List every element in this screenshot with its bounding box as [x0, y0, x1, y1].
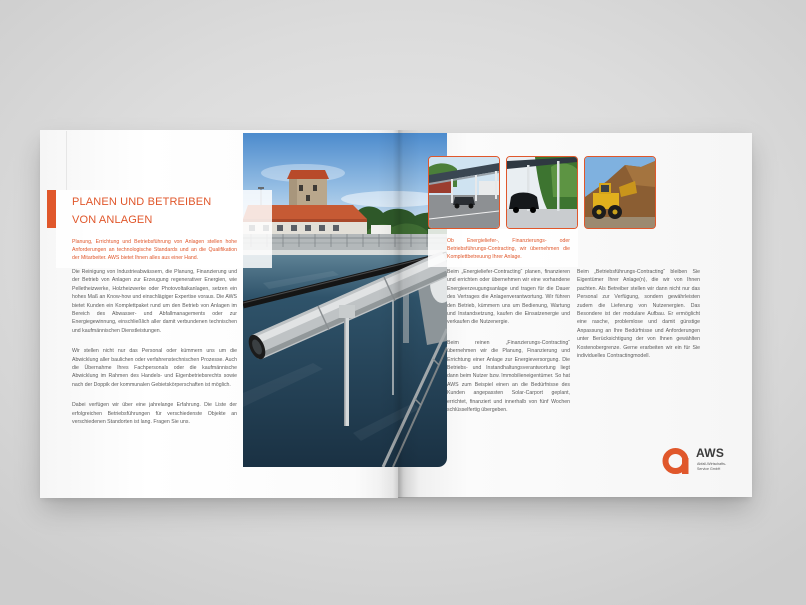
- logo-subtitle-line: Abfall-Wirtschafts-: [697, 462, 727, 466]
- left-page-frame-line: [66, 131, 244, 190]
- main-photo: [243, 133, 447, 467]
- body-paragraph: Die Reinigung von Industrieabwässern, die Planung, Finanzierung und der Betrieb von Anlagen zur Erzeugung regenerativer Energien, wie Pelletheizwerke, Holzheizwerke oder Photovoltaikanlagen, setzen ein hohes Maß an Know-how und einschlägiger Expertise voraus. Die AWS bietet Kunden ein Komplettpaket rund um den Betrieb von Anlagen im Bereich des Abwasser- und Abfallmanagements oder zur Energiegewinnung, einschließlich aller damit verbundenen technischen und kaufmännischen Dienstleistungen.: [72, 269, 237, 334]
- logo-subtitle-line: Service GmbH: [697, 466, 721, 471]
- right-column-2: [577, 268, 700, 372]
- body-paragraph: Beim „Energieliefer-Contracting“ planen, finanzieren und errichten oder übernehmen wir eine vorhandene Energieerzeugungsanlage und tragen für die Dauer des Vertrages die Anlagenverantwortung. Wir führen den Betrieb, kümmern uns um Bedienung, Wartung und Instandsetzung, kaufen die Einsatzenergie und verkaufen die Nutzenergie.: [447, 269, 570, 326]
- page-title-line: VON ANLAGEN: [72, 214, 153, 226]
- logo-subtitle: [697, 462, 726, 471]
- left-body-text: [72, 268, 237, 439]
- body-paragraph: Beim „Betriebsführungs-Contracting“ bleiben Sie Eigentümer Ihrer Anlage(n), die wir von Ihnen pachten. Als Betreiber stellen wir dann nicht nur das Personal zur Verfügung, sondern gewährleisten zudem die Lieferung von Nutzenergien. Das Besondere ist der modulare Aufbau. Er ermöglicht eine rasche, problemlose und damit günstige Anpassung an Ihre Bedürfnisse und Anforderungen unter Berücksichtigung der von Ihnen gewählten Kostenobergrenze. Gerne erarbeiten wir ein für Sie individuelles Contractingmodell.: [577, 269, 700, 360]
- right-column-1: [447, 268, 570, 427]
- thumbnail-solar-carport-car: [506, 156, 578, 229]
- thumbnail-image: [507, 157, 577, 228]
- thumbnail-wheel-loader: [584, 156, 656, 229]
- page-title: [72, 193, 272, 229]
- page-title-line: PLANEN UND BETREIBEN: [72, 196, 212, 208]
- main-photo-image: [243, 133, 447, 467]
- body-paragraph: Wir stellen nicht nur das Personal oder kümmern uns um die Abwicklung aller baulichen oder verfahrenstechnischen Prozesse. Auch die Übernahme Ihres Fachpersonals oder die kaufmännische Abwicklung im Rahmen des Handels- und Eigenbetriebsrechts sowie nach der Doppik der kommunalen Gebietskörperschaften ist möglich.: [72, 348, 237, 388]
- thumbnail-image: [429, 157, 499, 228]
- right-intro-text: Ob Energieliefer-, Finanzierungs- oder Betriebsführungs-Contracting, wir übernehmen die Komplettbetreuung Ihrer Anlage.: [447, 238, 570, 261]
- logo-name: AWS: [696, 446, 725, 460]
- body-paragraph: Beim reinen „Finanzierungs-Contracting“ übernehmen wir die Planung, Finanzierung und Errichtung einer Anlage zur Energieversorgung. Die Betriebs- und Instandhaltungsverantwortung liegt dann beim Nutzer bzw. Immobilieneigentümer. So hat AWS zum Beispiel einen an die Bedürfnisse des Kunden angepassten Solar-Carport geplant, errichtet, finanziert und innerhalb von fünf Wochen schlüsselfertig übergeben.: [447, 339, 570, 414]
- railing-wall: [243, 234, 447, 255]
- tower: [287, 170, 329, 211]
- aws-logo-icon: [662, 446, 692, 476]
- body-paragraph: Dabei verfügen wir über eine jahrelange Erfahrung. Die Liste der erfolgreichen Betriebsführungen für verschiedenste Objekte an verschiedenen Standorten ist lang. Fragen Sie uns.: [72, 402, 237, 426]
- left-intro-text: Planung, Errichtung und Betriebsführung von Anlagen stellen hohe Anforderungen an technologische Standards und an die Qualifikation der Mitarbeiter. AWS bietet Ihnen alles aus einer Hand.: [72, 239, 237, 262]
- thumbnail-solar-carport-parking: [428, 156, 500, 229]
- accent-bar: [47, 190, 56, 228]
- thumbnail-image: [585, 157, 655, 228]
